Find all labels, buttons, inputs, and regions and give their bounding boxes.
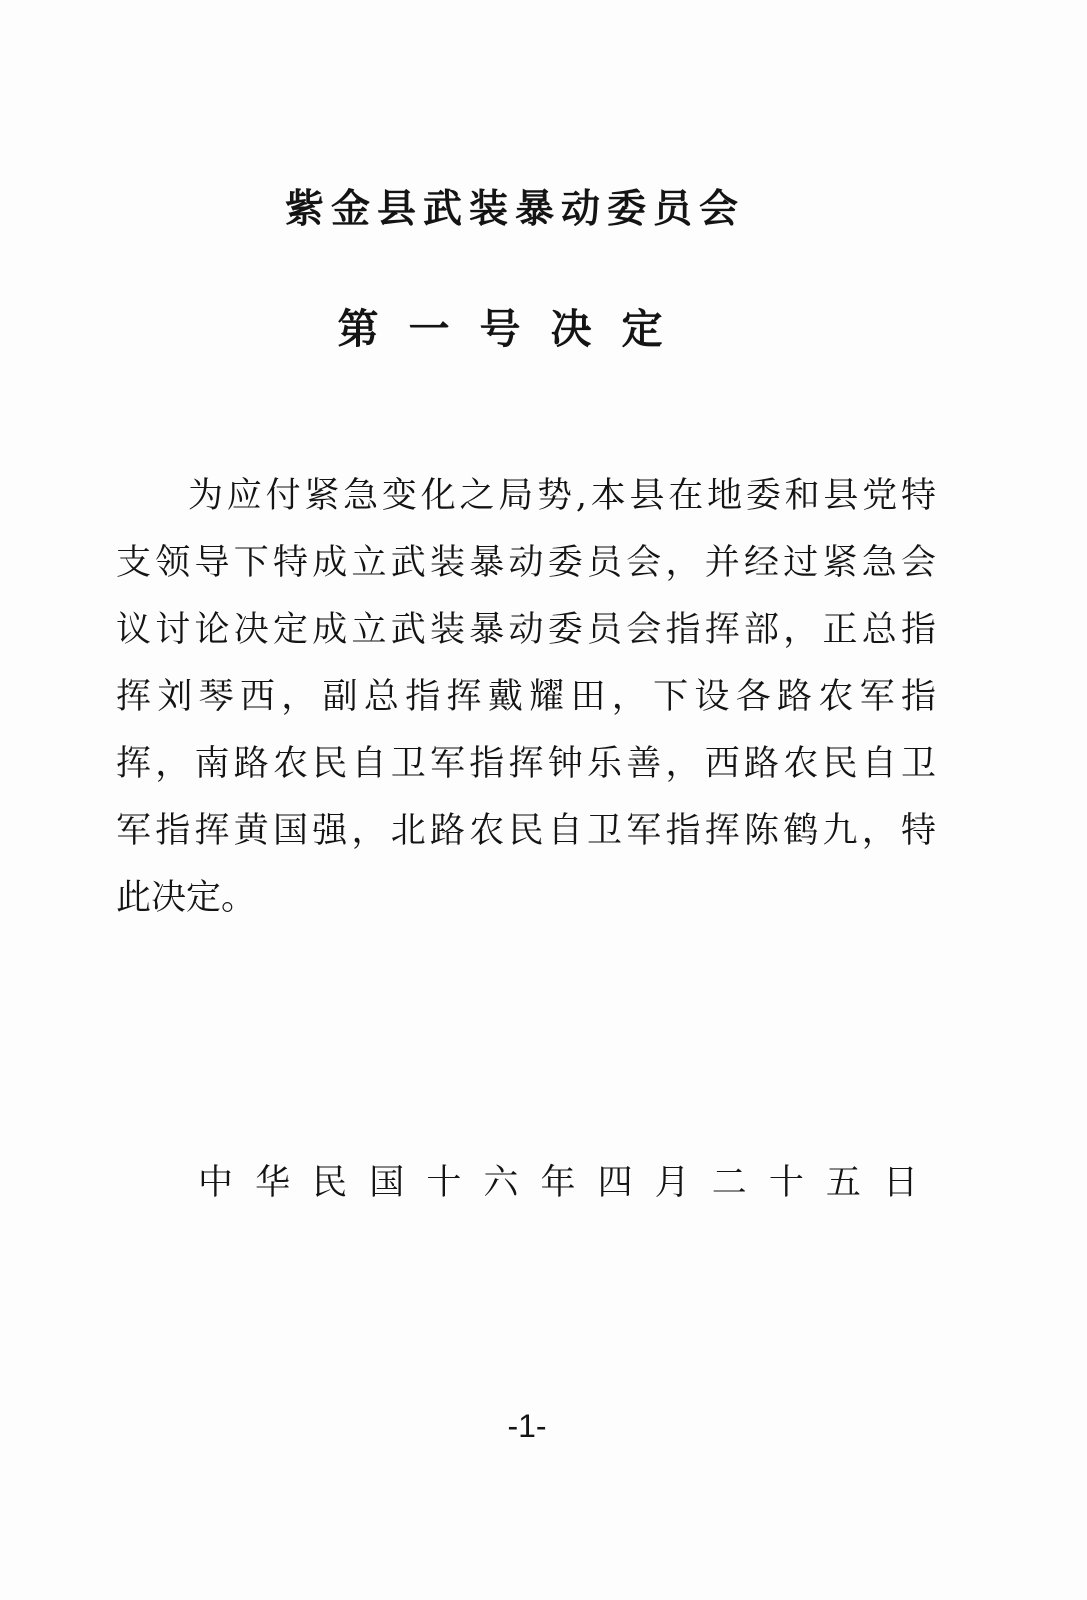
body-line: 军指挥黄国强，北路农民自卫军指挥陈鹤九，特	[116, 811, 936, 851]
document-title-organization: 紫金县武装暴动委员会	[284, 186, 745, 232]
body-line: 为应付紧急变化之局势,本县在地委和县党特	[188, 476, 936, 516]
document-title-number: 第一号决定	[337, 305, 693, 353]
body-line: 此决定。	[116, 878, 257, 918]
body-line: 议讨论决定成立武装暴动委员会指挥部，正总指	[116, 610, 936, 650]
body-line: 支领导下特成立武装暴动委员会，并经过紧急会	[116, 543, 936, 583]
document-date: 中华民国十六年四月二十五日	[198, 1163, 918, 1203]
body-line: 挥刘琴西，副总指挥戴耀田，下设各路农军指	[116, 677, 936, 717]
page-number: -1-	[507, 1408, 547, 1444]
body-line: 挥，南路农民自卫军指挥钟乐善，西路农民自卫	[116, 744, 936, 784]
